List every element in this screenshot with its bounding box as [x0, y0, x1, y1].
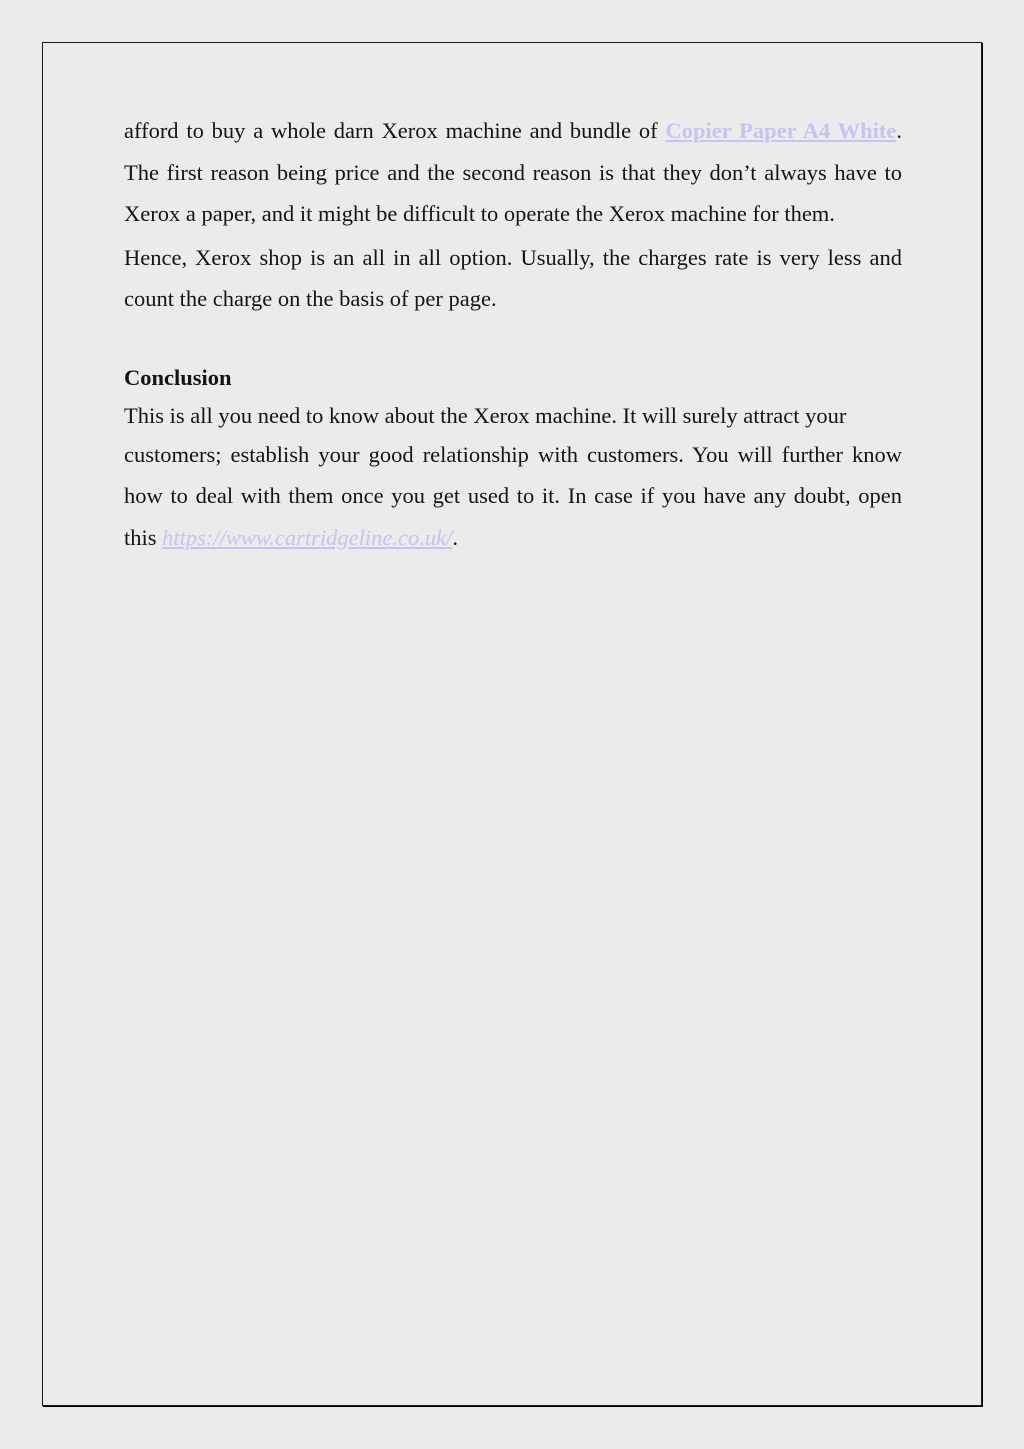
document-body	[124, 110, 902, 558]
cartridgeline-link[interactable]: https://www.cartridgeline.co.uk/	[162, 524, 453, 550]
paragraph-price-reasons	[124, 110, 902, 235]
paragraph-text: afford to buy a whole darn Xerox machine and bundle of	[124, 118, 666, 143]
paragraph-xerox-shop: Hence, Xerox shop is an all in all option. Usually, the charges rate is very less and count the charge on the basis of per page.	[124, 244, 902, 311]
copier-paper-link[interactable]: Copier Paper A4 White	[665, 118, 897, 143]
conclusion-heading: Conclusion	[124, 364, 232, 390]
conclusion-first-line: This is all you need to know about the Xerox machine. It will surely attract your	[124, 402, 847, 428]
paragraph-text: customers; establish your good relationship with customers. You will further know how to deal with them once you get used to it. In case if you have any doubt, open this	[124, 441, 902, 550]
paragraph-text: . The first reason being price and the second reason is that they don’t always have to Xerox a paper, and it might be difficult to operate the Xerox machine for them.	[124, 118, 903, 226]
conclusion-paragraph	[124, 434, 902, 559]
paragraph-text: .	[452, 524, 458, 550]
